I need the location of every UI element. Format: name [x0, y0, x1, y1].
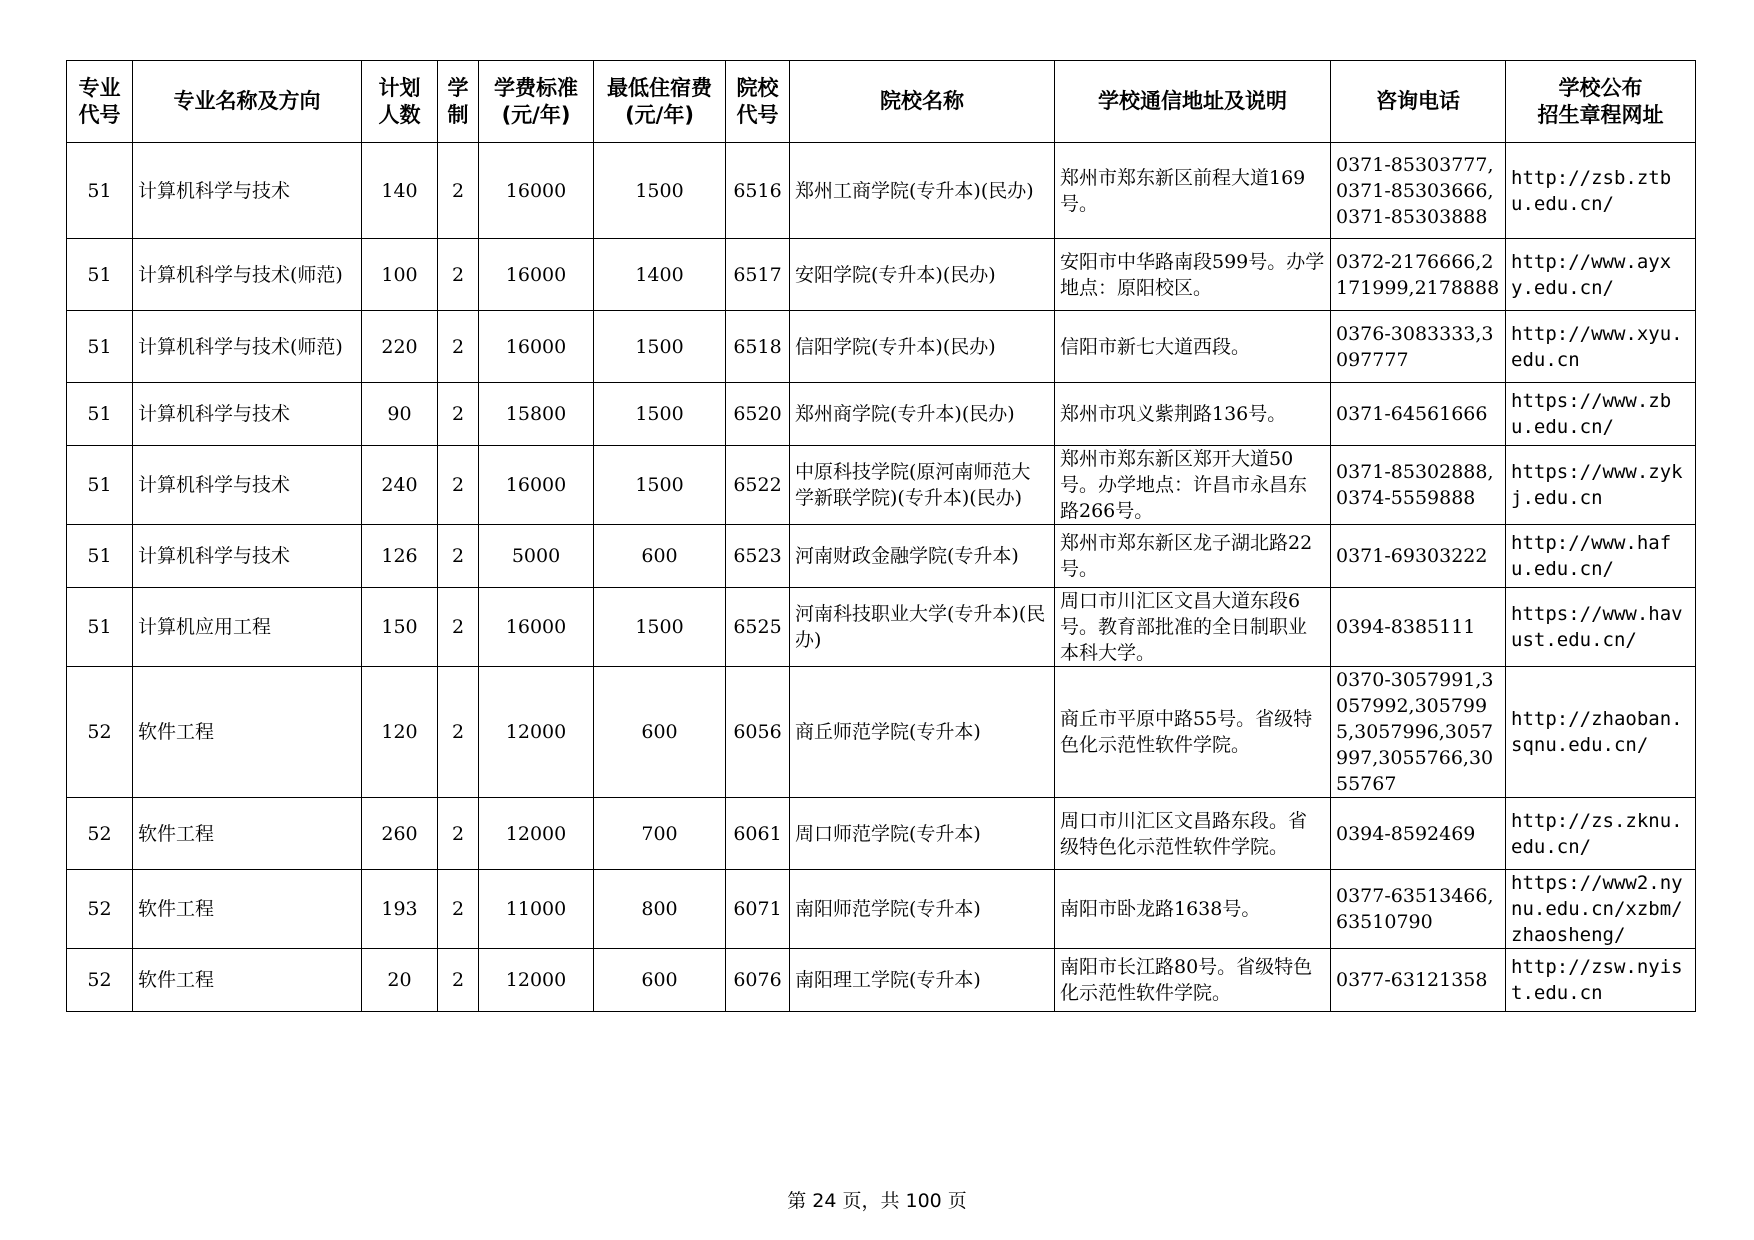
table-row — [67, 588, 1696, 667]
cell-major-code: 51 — [67, 525, 133, 588]
cell-duration: 2 — [438, 311, 479, 383]
cell-school-name: 郑州工商学院(专升本)(民办) — [790, 143, 1055, 239]
cell-address: 郑州市郑东新区龙子湖北路22号。 — [1055, 525, 1331, 588]
cell-school-name: 周口师范学院(专升本) — [790, 798, 1055, 870]
admissions-table — [66, 60, 1696, 1012]
cell-website-url: https://www2.nynu.edu.cn/xzbm/zhaosheng/ — [1506, 870, 1696, 949]
cell-major-code: 51 — [67, 588, 133, 667]
cell-plan-count: 120 — [362, 667, 438, 798]
cell-tuition: 15800 — [479, 383, 594, 446]
cell-website-url: http://www.hafu.edu.cn/ — [1506, 525, 1696, 588]
cell-school-code: 6076 — [726, 949, 790, 1012]
header-row — [67, 61, 1696, 143]
cell-tuition: 12000 — [479, 667, 594, 798]
cell-major-name: 计算机科学与技术(师范) — [133, 239, 362, 311]
cell-phone: 0376-3083333,3097777 — [1331, 311, 1506, 383]
table-row — [67, 667, 1696, 798]
admissions-table-container — [66, 60, 1695, 1012]
table-row — [67, 798, 1696, 870]
cell-address: 安阳市中华路南段599号。办学地点：原阳校区。 — [1055, 239, 1331, 311]
cell-phone: 0371-64561666 — [1331, 383, 1506, 446]
cell-major-name: 计算机科学与技术 — [133, 446, 362, 525]
page-number-footer: 第 24 页，共 100 页 — [787, 1190, 967, 1212]
cell-duration: 2 — [438, 588, 479, 667]
cell-major-name: 软件工程 — [133, 949, 362, 1012]
cell-major-name: 软件工程 — [133, 667, 362, 798]
table-header — [67, 61, 1696, 143]
cell-school-name: 河南财政金融学院(专升本) — [790, 525, 1055, 588]
cell-address: 商丘市平原中路55号。省级特色化示范性软件学院。 — [1055, 667, 1331, 798]
cell-tuition: 12000 — [479, 798, 594, 870]
cell-duration: 2 — [438, 446, 479, 525]
cell-school-name: 安阳学院(专升本)(民办) — [790, 239, 1055, 311]
cell-school-code: 6518 — [726, 311, 790, 383]
cell-lodging-fee: 1500 — [594, 383, 726, 446]
cell-school-name: 信阳学院(专升本)(民办) — [790, 311, 1055, 383]
cell-major-code: 52 — [67, 949, 133, 1012]
cell-lodging-fee: 1500 — [594, 143, 726, 239]
cell-phone: 0371-85303777,0371-85303666,0371-85303888 — [1331, 143, 1506, 239]
cell-tuition: 16000 — [479, 588, 594, 667]
cell-plan-count: 240 — [362, 446, 438, 525]
cell-school-code: 6061 — [726, 798, 790, 870]
cell-tuition: 16000 — [479, 239, 594, 311]
cell-lodging-fee: 1500 — [594, 311, 726, 383]
cell-address: 周口市川汇区文昌大道东段6号。教育部批准的全日制职业本科大学。 — [1055, 588, 1331, 667]
cell-website-url: http://zhaoban.sqnu.edu.cn/ — [1506, 667, 1696, 798]
cell-school-code: 6517 — [726, 239, 790, 311]
header-plan-count: 计划 人数 — [362, 61, 438, 143]
cell-major-code: 51 — [67, 383, 133, 446]
cell-lodging-fee: 1500 — [594, 588, 726, 667]
cell-school-code: 6056 — [726, 667, 790, 798]
cell-duration: 2 — [438, 949, 479, 1012]
table-row — [67, 311, 1696, 383]
table-row — [67, 870, 1696, 949]
cell-address: 南阳市卧龙路1638号。 — [1055, 870, 1331, 949]
cell-school-name: 南阳理工学院(专升本) — [790, 949, 1055, 1012]
cell-major-name: 计算机应用工程 — [133, 588, 362, 667]
cell-major-code: 52 — [67, 667, 133, 798]
cell-phone: 0394-8592469 — [1331, 798, 1506, 870]
cell-school-name: 中原科技学院(原河南师范大学新联学院)(专升本)(民办) — [790, 446, 1055, 525]
cell-major-name: 计算机科学与技术 — [133, 525, 362, 588]
cell-major-code: 52 — [67, 798, 133, 870]
cell-duration: 2 — [438, 870, 479, 949]
cell-address: 南阳市长江路80号。省级特色化示范性软件学院。 — [1055, 949, 1331, 1012]
cell-address: 信阳市新七大道西段。 — [1055, 311, 1331, 383]
cell-phone: 0377-63513466,63510790 — [1331, 870, 1506, 949]
cell-lodging-fee: 600 — [594, 667, 726, 798]
cell-school-code: 6525 — [726, 588, 790, 667]
cell-school-code: 6071 — [726, 870, 790, 949]
cell-lodging-fee: 600 — [594, 949, 726, 1012]
cell-address: 郑州市巩义紫荆路136号。 — [1055, 383, 1331, 446]
header-website: 学校公布 招生章程网址 — [1506, 61, 1696, 143]
cell-duration: 2 — [438, 798, 479, 870]
cell-website-url: http://zsw.nyist.edu.cn — [1506, 949, 1696, 1012]
cell-school-code: 6520 — [726, 383, 790, 446]
cell-address: 郑州市郑东新区前程大道169号。 — [1055, 143, 1331, 239]
table-row — [67, 239, 1696, 311]
cell-tuition: 11000 — [479, 870, 594, 949]
cell-phone: 0370-3057991,3057992,3057995,3057996,3057997,3055766,3055767 — [1331, 667, 1506, 798]
cell-major-name: 计算机科学与技术 — [133, 383, 362, 446]
cell-plan-count: 150 — [362, 588, 438, 667]
cell-school-name: 河南科技职业大学(专升本)(民办) — [790, 588, 1055, 667]
cell-major-code: 51 — [67, 239, 133, 311]
cell-website-url: http://zsb.ztbu.edu.cn/ — [1506, 143, 1696, 239]
cell-major-name: 软件工程 — [133, 870, 362, 949]
cell-website-url: http://zs.zknu.edu.cn/ — [1506, 798, 1696, 870]
cell-major-code: 52 — [67, 870, 133, 949]
cell-plan-count: 140 — [362, 143, 438, 239]
cell-phone: 0371-69303222 — [1331, 525, 1506, 588]
cell-lodging-fee: 1400 — [594, 239, 726, 311]
header-phone: 咨询电话 — [1331, 61, 1506, 143]
cell-plan-count: 90 — [362, 383, 438, 446]
cell-duration: 2 — [438, 525, 479, 588]
table-row — [67, 383, 1696, 446]
cell-school-code: 6516 — [726, 143, 790, 239]
cell-school-name: 郑州商学院(专升本)(民办) — [790, 383, 1055, 446]
cell-duration: 2 — [438, 383, 479, 446]
header-major-name: 专业名称及方向 — [133, 61, 362, 143]
cell-website-url: https://www.zbu.edu.cn/ — [1506, 383, 1696, 446]
cell-major-code: 51 — [67, 143, 133, 239]
cell-major-name: 软件工程 — [133, 798, 362, 870]
cell-duration: 2 — [438, 143, 479, 239]
header-lodging-fee: 最低住宿费 (元/年) — [594, 61, 726, 143]
cell-phone: 0394-8385111 — [1331, 588, 1506, 667]
cell-major-name: 计算机科学与技术(师范) — [133, 311, 362, 383]
cell-tuition: 12000 — [479, 949, 594, 1012]
cell-tuition: 16000 — [479, 143, 594, 239]
cell-duration: 2 — [438, 239, 479, 311]
cell-plan-count: 193 — [362, 870, 438, 949]
table-row — [67, 143, 1696, 239]
cell-website-url: http://www.xyu.edu.cn — [1506, 311, 1696, 383]
cell-plan-count: 220 — [362, 311, 438, 383]
cell-major-name: 计算机科学与技术 — [133, 143, 362, 239]
cell-school-code: 6523 — [726, 525, 790, 588]
cell-school-name: 商丘师范学院(专升本) — [790, 667, 1055, 798]
cell-website-url: http://www.ayxy.edu.cn/ — [1506, 239, 1696, 311]
cell-major-code: 51 — [67, 311, 133, 383]
header-major-code: 专业 代号 — [67, 61, 133, 143]
cell-lodging-fee: 600 — [594, 525, 726, 588]
cell-address: 郑州市郑东新区郑开大道50号。办学地点：许昌市永昌东路266号。 — [1055, 446, 1331, 525]
cell-lodging-fee: 800 — [594, 870, 726, 949]
cell-tuition: 16000 — [479, 311, 594, 383]
cell-website-url: https://www.havust.edu.cn/ — [1506, 588, 1696, 667]
cell-major-code: 51 — [67, 446, 133, 525]
cell-duration: 2 — [438, 667, 479, 798]
table-row — [67, 525, 1696, 588]
cell-plan-count: 20 — [362, 949, 438, 1012]
cell-lodging-fee: 1500 — [594, 446, 726, 525]
cell-address: 周口市川汇区文昌路东段。省级特色化示范性软件学院。 — [1055, 798, 1331, 870]
header-duration: 学 制 — [438, 61, 479, 143]
table-row — [67, 949, 1696, 1012]
cell-tuition: 16000 — [479, 446, 594, 525]
header-school-code: 院校 代号 — [726, 61, 790, 143]
cell-school-code: 6522 — [726, 446, 790, 525]
cell-school-name: 南阳师范学院(专升本) — [790, 870, 1055, 949]
header-address: 学校通信地址及说明 — [1055, 61, 1331, 143]
cell-phone: 0377-63121358 — [1331, 949, 1506, 1012]
cell-plan-count: 260 — [362, 798, 438, 870]
cell-phone: 0371-85302888,0374-5559888 — [1331, 446, 1506, 525]
table-body — [67, 143, 1696, 1012]
cell-plan-count: 100 — [362, 239, 438, 311]
table-row — [67, 446, 1696, 525]
header-school-name: 院校名称 — [790, 61, 1055, 143]
cell-website-url: https://www.zykj.edu.cn — [1506, 446, 1696, 525]
cell-tuition: 5000 — [479, 525, 594, 588]
cell-phone: 0372-2176666,2171999,2178888 — [1331, 239, 1506, 311]
cell-plan-count: 126 — [362, 525, 438, 588]
cell-lodging-fee: 700 — [594, 798, 726, 870]
header-tuition: 学费标准 (元/年) — [479, 61, 594, 143]
